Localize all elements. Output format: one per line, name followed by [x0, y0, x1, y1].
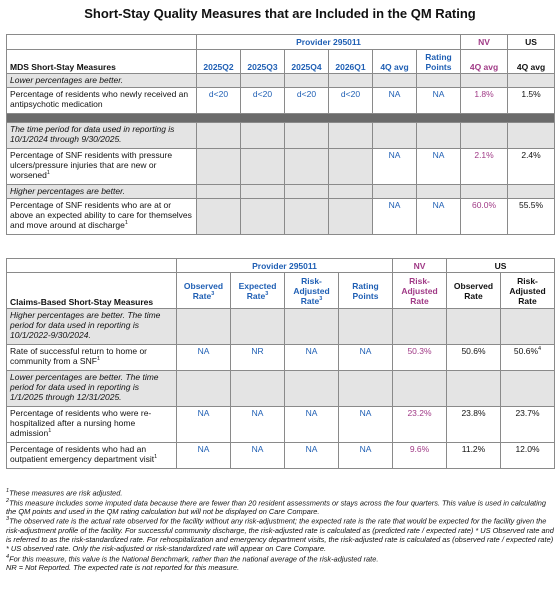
col-header: Risk-Adjusted Rate: [393, 273, 447, 309]
col-header: Observed Rate$^3$: [177, 273, 231, 309]
table-cell: NR: [231, 345, 285, 371]
table-cell: 9.6%: [393, 443, 447, 469]
measure-label: Percentage of residents who newly received an antipsychotic medication: [7, 88, 197, 114]
footnote: NR = Not Reported. The expected rate is not reported for this measure.: [6, 563, 240, 573]
table-cell: 1.8%: [461, 88, 508, 114]
table-cell: 50.6%: [447, 345, 501, 371]
table-cell: 55.5%: [508, 199, 555, 235]
table-cell: 2.1%: [461, 149, 508, 185]
table-cell: d<20: [241, 88, 285, 114]
col-header: 4Q avg: [508, 50, 555, 74]
nv-header: NV: [393, 259, 447, 273]
footnotes: [6, 488, 554, 572]
footnote: $^1$These measures are risk adjusted.: [6, 488, 123, 498]
measure-label: Rate of successful return to home or community from a SNF$^1$: [7, 345, 177, 371]
table-cell: NA: [231, 407, 285, 443]
note-row: Lower percentages are better.: [7, 74, 197, 88]
nv-header: NV: [461, 35, 508, 50]
corner-cell: [7, 259, 177, 273]
provider-header: Provider 295011: [177, 259, 393, 273]
table-cell: d<20: [285, 88, 329, 114]
mds-short-stay-table: [6, 34, 555, 235]
table-cell: NA: [417, 149, 461, 185]
table-cell: NA: [177, 407, 231, 443]
col-header: Observed Rate: [447, 273, 501, 309]
table-cell: 23.2%: [393, 407, 447, 443]
col-header: 2025Q4: [285, 50, 329, 74]
table-cell: d<20: [329, 88, 373, 114]
row-header: MDS Short-Stay Measures: [7, 50, 197, 74]
provider-header: Provider 295011: [197, 35, 461, 50]
table-cell: 2.4%: [508, 149, 555, 185]
col-header: Rating Points: [417, 50, 461, 74]
page-title: Short-Stay Quality Measures that are Included in the QM Rating: [84, 6, 476, 21]
table-cell: 50.3%: [393, 345, 447, 371]
measure-label: Percentage of residents who had an outpatient emergency department visit$^1$: [7, 443, 177, 469]
col-header: 2025Q3: [241, 50, 285, 74]
col-header: 2025Q2: [197, 50, 241, 74]
table-cell: NA: [177, 443, 231, 469]
table-cell: NA: [339, 407, 393, 443]
table-cell: 23.8%: [447, 407, 501, 443]
col-header: Rating Points: [339, 273, 393, 309]
table-cell: d<20: [197, 88, 241, 114]
table-cell: NA: [417, 88, 461, 114]
footnote: $^2$This measure includes some imputed data because there are fewer than 20 resident assessments or stays across the four quarters. This value is used in calculating the QM points and used in the QM rating calculation but will not be displayed on Care Compare.: [6, 497, 546, 517]
footnote: $^3$The observed rate is the actual rate observed for the facility without any risk-adjustment; the expected rate is the rate that would be expected for the facility given the risk-adjustment profile of the facility. For successful community discharge, the risk-adjusted rate is calculated as (predicted rate / expected rate) * US Observed rate and is referred to as the risk-standardized rate. For rehospitalization and emergency department visits, the risk-adjusted rate is calculated as (observed rate / expected rate) * US observed rate. Only the risk-adjusted or risk-standardized rate will appear on Care Compare.: [6, 516, 554, 554]
table-cell: NA: [417, 199, 461, 235]
note-row: The time period for data used in reporting is 10/1/2024 through 9/30/2025.: [7, 123, 197, 149]
table-cell: 50.6%$^4$: [501, 345, 555, 371]
table-cell: 1.5%: [508, 88, 555, 114]
table-cell: 60.0%: [461, 199, 508, 235]
table-cell: NA: [231, 443, 285, 469]
col-header: Expected Rate$^3$: [231, 273, 285, 309]
table-cell: NA: [285, 407, 339, 443]
footnote: $^4$For this measure, this value is the National Benchmark, rather than the national average of the risk-adjusted rate.: [6, 553, 379, 564]
note-row: Higher percentages are better. The time period for data used in reporting is 10/1/2022-9/30/2024.: [7, 309, 177, 345]
col-header: 4Q avg: [373, 50, 417, 74]
note-row: Higher percentages are better.: [7, 185, 197, 199]
table-cell: 11.2%: [447, 443, 501, 469]
claims-short-stay-table: [6, 258, 555, 469]
table-cell: NA: [285, 345, 339, 371]
table-cell: NA: [339, 443, 393, 469]
table-cell: NA: [373, 199, 417, 235]
row-header: Claims-Based Short-Stay Measures: [7, 273, 177, 309]
corner-cell: [7, 35, 197, 50]
table-cell: 12.0%: [501, 443, 555, 469]
table-cell: 23.7%: [501, 407, 555, 443]
note-row: Lower percentages are better. The time period for data used in reporting is 1/1/2025 through 12/31/2025.: [7, 371, 177, 407]
col-header: Risk-Adjusted Rate: [501, 273, 555, 309]
table-cell: NA: [177, 345, 231, 371]
col-header: 4Q avg: [461, 50, 508, 74]
table-cell: NA: [373, 88, 417, 114]
table-cell: NA: [373, 149, 417, 185]
table-cell: NA: [339, 345, 393, 371]
table-cell: NA: [285, 443, 339, 469]
measure-label: Percentage of SNF residents with pressure ulcers/pressure injuries that are new or worsened$^1$: [7, 149, 197, 185]
us-header: US: [447, 259, 555, 273]
divider-bar: [7, 114, 555, 123]
measure-label: Percentage of SNF residents who are at or above an expected ability to care for themselves and move around at discharge$^1$: [7, 199, 197, 235]
us-header: US: [508, 35, 555, 50]
col-header: Risk-Adjusted Rate$^3$: [285, 273, 339, 309]
measure-label: Percentage of residents who were re-hospitalized after a nursing home admission$^1$: [7, 407, 177, 443]
col-header: 2026Q1: [329, 50, 373, 74]
